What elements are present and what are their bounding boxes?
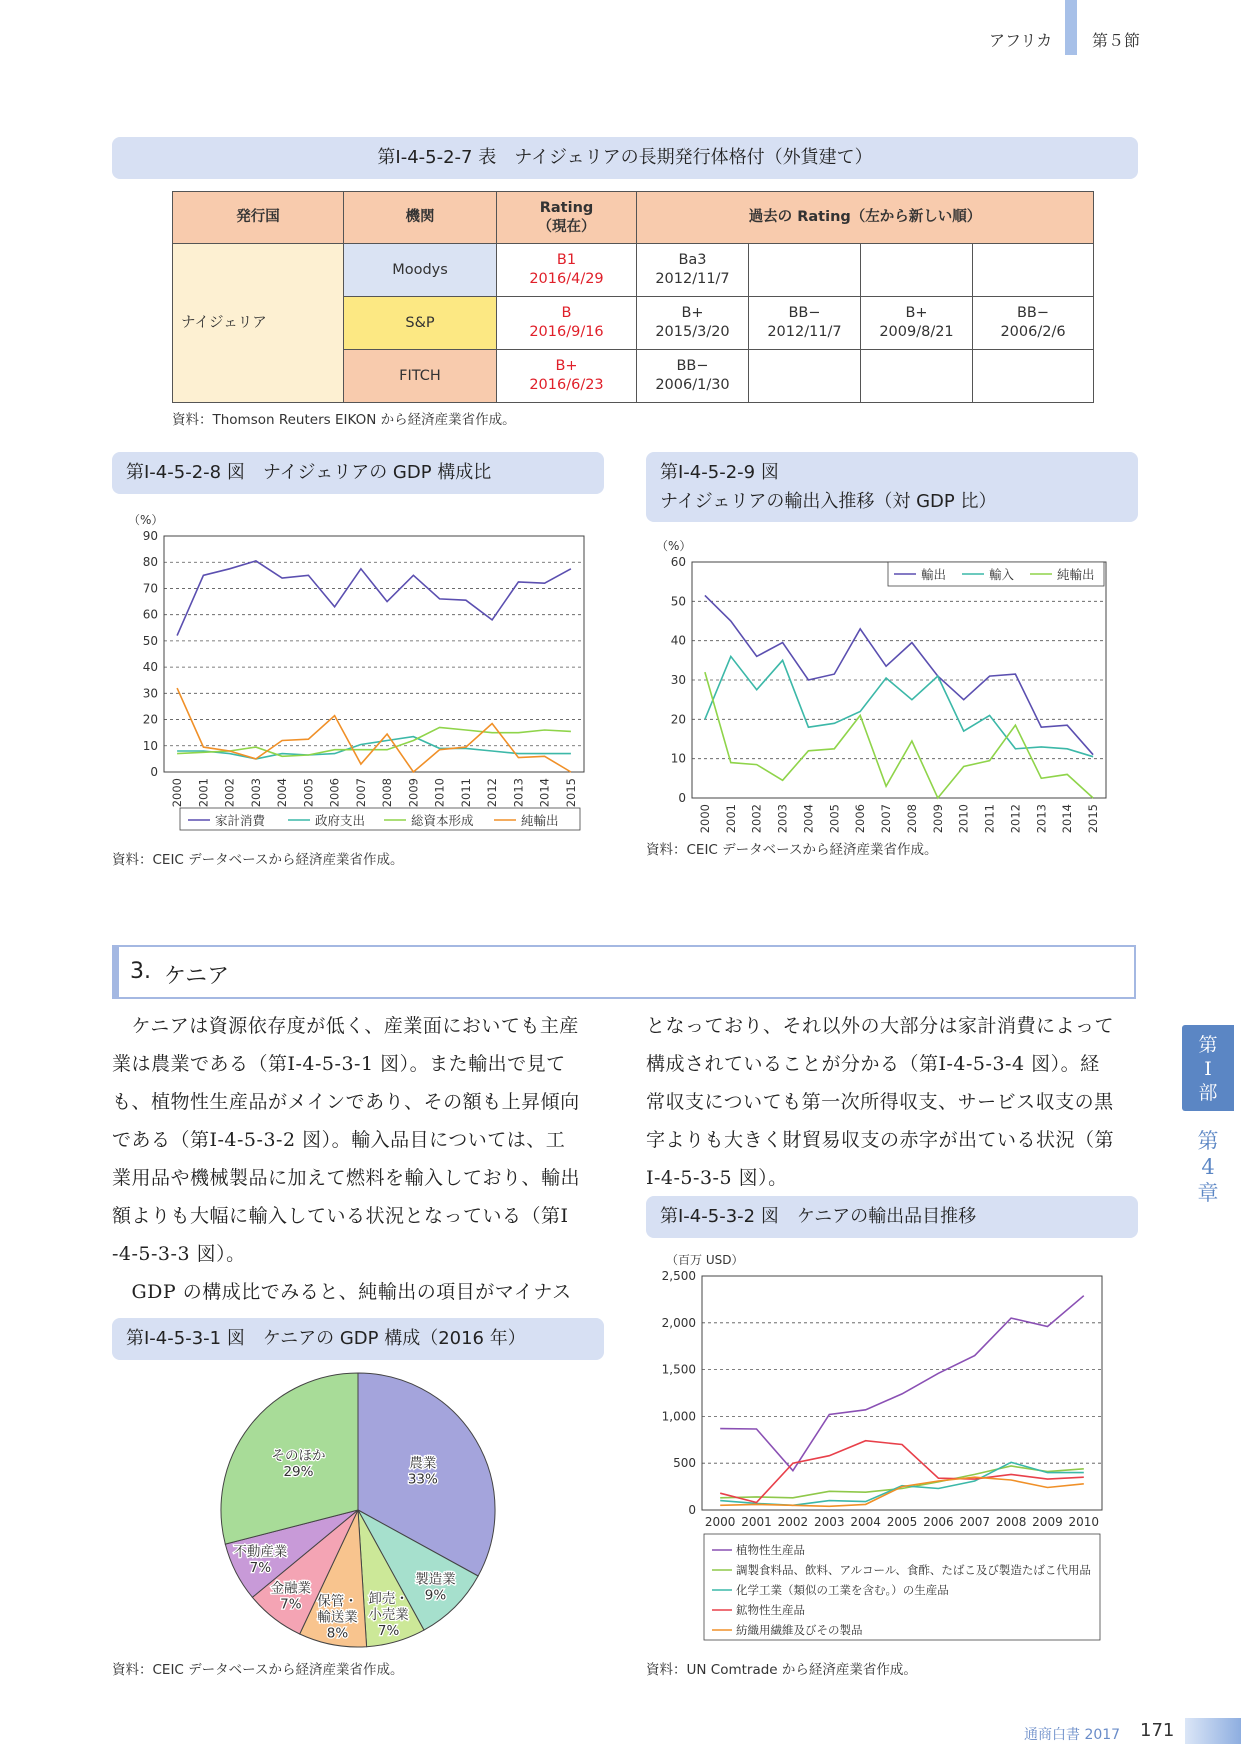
x-tick-label: 2009 xyxy=(1032,1515,1063,1529)
y-tick-label: 0 xyxy=(150,765,158,779)
x-tick-label: 2005 xyxy=(301,778,316,808)
x-tick-label: 2005 xyxy=(886,1515,918,1529)
x-tick-label: 2014 xyxy=(1060,804,1075,834)
fig9-caption-line1: 第Ⅰ-4-5-2-9 図 xyxy=(660,462,779,483)
y-tick-label: 10 xyxy=(670,751,686,766)
legend-label: 純輸出 xyxy=(521,813,559,828)
pie-label-line: 農業 xyxy=(409,1455,437,1472)
fig8-source: 資料：CEIC データベースから経済産業省作成。 xyxy=(112,852,404,868)
legend-label: 総資本形成 xyxy=(411,813,474,828)
past-rating-cell xyxy=(861,350,973,403)
y-tick-label: 2,500 xyxy=(661,1269,696,1283)
x-tick-label: 2008 xyxy=(904,804,919,834)
y-tick-label: 1,500 xyxy=(661,1362,696,1377)
y-tick-label: 80 xyxy=(142,555,158,570)
pie-label-line: 卸売・ xyxy=(368,1591,409,1608)
table-caption xyxy=(112,137,1138,179)
section-number: 3. xyxy=(130,959,151,984)
x-tick-label: 2011 xyxy=(982,804,997,834)
legend-label: 植物性生産品 xyxy=(736,1543,805,1557)
issuer-cell: ナイジェリア xyxy=(173,244,344,403)
chapter-tab-char: 章 xyxy=(1197,1181,1219,1205)
pie-label-line: 輸送業 xyxy=(317,1609,358,1626)
x-tick-label: 2008 xyxy=(380,778,395,808)
body-line: Ⅰ-4-5-3-5 図）。 xyxy=(646,1167,788,1189)
x-tick-label: 2001 xyxy=(741,1515,772,1529)
part-tab-char: Ⅰ xyxy=(1204,1058,1212,1080)
x-tick-label: 2010 xyxy=(432,778,447,808)
past-rating-cell xyxy=(973,244,1094,297)
y-tick-label: 50 xyxy=(142,633,158,648)
pie-label-line: 33% xyxy=(407,1471,438,1488)
footer-accent-bar xyxy=(1185,1718,1241,1744)
x-tick-label: 2014 xyxy=(537,778,552,808)
y-tick-label: 0 xyxy=(678,791,686,805)
agency-fitch: FITCH xyxy=(344,350,497,403)
x-tick-label: 2015 xyxy=(1086,804,1101,834)
legend-label: 家計消費 xyxy=(215,813,266,828)
footer-book: 通商白書 2017 xyxy=(1024,1727,1121,1743)
fig9-source: 資料：CEIC データベースから経済産業省作成。 xyxy=(646,842,938,858)
past-rating-cell xyxy=(749,297,861,350)
pie-label-line: 7% xyxy=(280,1596,302,1613)
past-rating-cell xyxy=(749,350,861,403)
fig9-chart xyxy=(646,528,1146,838)
past-rating-cell xyxy=(637,297,749,350)
rating-date: 2009/8/21 xyxy=(879,324,954,340)
y-axis-unit: （百万 USD） xyxy=(666,1253,744,1267)
body-line: 字よりも大きく財貿易収支の赤字が出ている状況（第 xyxy=(646,1129,1115,1151)
x-tick-label: 2001 xyxy=(723,804,738,834)
rating-date: 2012/11/7 xyxy=(655,271,730,287)
past-rating-cell xyxy=(973,350,1094,403)
fig9-caption-line2: ナイジェリアの輸出入推移（対 GDP 比） xyxy=(660,491,997,512)
y-tick-label: 50 xyxy=(670,594,686,609)
plot-frame xyxy=(164,536,584,772)
x-tick-label: 2009 xyxy=(406,778,421,808)
body-line: となっており、それ以外の大部分は家計消費によって xyxy=(646,1015,1115,1037)
series-line-0 xyxy=(705,595,1093,754)
body-line: 額よりも大幅に輸入している状況となっている（第Ⅰ xyxy=(112,1205,569,1227)
header-section: 第５節 xyxy=(1092,31,1141,50)
rating-value: BB− xyxy=(676,358,709,374)
fig31-caption xyxy=(112,1318,604,1360)
part-tab-char: 部 xyxy=(1198,1082,1218,1104)
y-tick-label: 40 xyxy=(670,633,686,648)
current-rating-moodys xyxy=(497,244,637,297)
rating-value: BB− xyxy=(1016,305,1050,321)
past-rating-cell xyxy=(861,297,973,350)
y-tick-label: 30 xyxy=(670,673,686,687)
th-issuer: 発行国 xyxy=(173,192,344,244)
x-tick-label: 2004 xyxy=(850,1515,881,1529)
x-tick-label: 2012 xyxy=(1008,804,1023,834)
fig32-source: 資料：UN Comtrade から経済産業省作成。 xyxy=(646,1662,917,1678)
rating-value: B+ xyxy=(555,358,578,374)
pie-label-line: 7% xyxy=(377,1623,400,1640)
th-rating-line1: Rating xyxy=(539,199,594,216)
x-tick-label: 2003 xyxy=(775,804,790,834)
fig8-caption xyxy=(112,452,604,494)
series-line-3 xyxy=(177,688,571,772)
pie-label xyxy=(408,1455,438,1488)
y-tick-label: 10 xyxy=(142,738,158,753)
chapter-tab[interactable] xyxy=(1182,1128,1234,1206)
rating-date: 2012/11/7 xyxy=(767,324,842,340)
x-tick-label: 2008 xyxy=(995,1515,1027,1529)
body-line: ケニアは資源依存度が低く、産業面においても主産 xyxy=(112,1015,579,1037)
fig32-caption-text: 第Ⅰ-4-5-3-2 図 ケニアの輸出品目推移 xyxy=(660,1206,977,1227)
agency-sp: S&P xyxy=(344,297,497,350)
header-accent-bar xyxy=(1065,0,1077,55)
body-line: 常収支についても第一次所得収支、サービス収支の黒 xyxy=(646,1091,1114,1113)
header-region: アフリカ xyxy=(989,31,1053,50)
pie-label-line: 保管・ xyxy=(317,1593,358,1610)
y-tick-label: 90 xyxy=(142,529,158,543)
fig32-caption xyxy=(646,1196,1138,1238)
body-line: 構成されていることが分かる（第Ⅰ-4-5-3-4 図）。経 xyxy=(646,1053,1100,1075)
x-tick-label: 2007 xyxy=(353,778,368,808)
th-agency: 機関 xyxy=(344,192,497,244)
y-tick-label: 20 xyxy=(670,712,686,727)
x-tick-label: 2010 xyxy=(1068,1515,1100,1529)
y-tick-label: 70 xyxy=(142,581,158,596)
x-tick-label: 2000 xyxy=(697,804,712,834)
part-tab-char: 第 xyxy=(1198,1034,1218,1056)
legend-label: 輸入 xyxy=(989,567,1015,582)
past-rating-cell xyxy=(749,244,861,297)
section-heading-accent xyxy=(114,947,119,997)
x-tick-label: 2000 xyxy=(170,778,185,808)
body-text-left xyxy=(112,1007,612,1311)
legend-label: 純輸出 xyxy=(1057,567,1095,582)
th-rating xyxy=(497,192,637,244)
y-tick-label: 20 xyxy=(142,712,158,727)
fig9-caption xyxy=(646,452,1138,522)
fig32-chart xyxy=(646,1246,1146,1654)
current-rating-sp xyxy=(497,297,637,350)
pie-label-line: 29% xyxy=(283,1463,314,1480)
y-tick-label: 40 xyxy=(142,660,158,675)
legend-label: 化学工業（類似の工業を含む。）の生産品 xyxy=(736,1583,949,1597)
rating-date: 2016/4/29 xyxy=(529,271,604,287)
chapter-tab-char: 4 xyxy=(1201,1155,1215,1179)
legend-label: 鉱物性生産品 xyxy=(736,1603,805,1617)
series-line-1 xyxy=(177,737,571,759)
body-line: である（第Ⅰ-4-5-3-2 図）。輸入品目については、工 xyxy=(112,1129,566,1151)
footer-page: 171 xyxy=(1140,1720,1175,1741)
x-tick-label: 2004 xyxy=(275,778,290,808)
y-tick-label: 60 xyxy=(670,555,686,569)
rating-value: B1 xyxy=(556,252,577,268)
legend-label: 政府支出 xyxy=(315,813,366,828)
x-tick-label: 2006 xyxy=(327,778,342,808)
x-tick-label: 2006 xyxy=(853,804,868,834)
pie-label-line: 9% xyxy=(424,1587,447,1604)
x-tick-label: 2004 xyxy=(801,804,816,834)
body-line: -4-5-3-3 図）。 xyxy=(112,1243,246,1265)
x-tick-label: 2010 xyxy=(956,804,971,834)
rating-date: 2016/9/16 xyxy=(529,324,604,340)
past-rating-cell xyxy=(637,244,749,297)
x-tick-label: 2003 xyxy=(248,778,263,808)
y-tick-label: 30 xyxy=(142,686,158,701)
pie-label-line: 小売業 xyxy=(368,1607,409,1624)
x-tick-label: 2013 xyxy=(511,778,526,808)
past-rating-cell xyxy=(637,350,749,403)
y-tick-label: 60 xyxy=(142,607,158,622)
body-line: GDP の構成比でみると、純輸出の項目がマイナス xyxy=(112,1281,572,1303)
pie-label-line: 8% xyxy=(326,1625,349,1642)
fig31-chart xyxy=(112,1365,612,1655)
body-text-right xyxy=(646,1007,1146,1197)
past-rating-cell xyxy=(973,297,1094,350)
rating-date: 2006/1/30 xyxy=(655,377,730,393)
x-tick-label: 2000 xyxy=(704,1515,736,1529)
pie-label-line: そのほか xyxy=(271,1447,326,1464)
rating-date: 2015/3/20 xyxy=(655,324,730,340)
y-tick-label: 500 xyxy=(673,1456,696,1471)
rating-value: B+ xyxy=(905,305,928,321)
x-tick-label: 2009 xyxy=(930,804,945,834)
fig8-caption-text: 第Ⅰ-4-5-2-8 図 ナイジェリアの GDP 構成比 xyxy=(126,462,492,483)
table-source: 資料：Thomson Reuters EIKON から経済産業省作成。 xyxy=(172,412,516,428)
body-line: も、植物性生産品がメインであり、その額も上昇傾向 xyxy=(112,1091,580,1113)
series-line-0 xyxy=(177,561,571,636)
part-tab[interactable] xyxy=(1182,1025,1234,1111)
series-line-4 xyxy=(720,1477,1084,1506)
th-past: 過去の Rating（左から新しい順） xyxy=(637,192,1094,244)
pie-label-line: 金融業 xyxy=(270,1580,312,1597)
x-tick-label: 2013 xyxy=(1034,804,1049,834)
x-tick-label: 2007 xyxy=(959,1515,991,1529)
y-tick-label: 1,000 xyxy=(661,1409,696,1424)
th-rating-line2: （現在） xyxy=(537,218,596,235)
series-line-2 xyxy=(705,672,1093,798)
pie-label-line: 製造業 xyxy=(415,1571,456,1588)
table-caption-text: 第Ⅰ-4-5-2-7 表 ナイジェリアの長期発行体格付（外貨建て） xyxy=(377,147,873,168)
x-tick-label: 2002 xyxy=(777,1515,809,1529)
pie-label-line: 不動産業 xyxy=(233,1543,288,1560)
rating-value: Ba3 xyxy=(678,252,707,268)
legend-label: 紡織用繊維及びその製品 xyxy=(736,1623,863,1637)
x-tick-label: 2002 xyxy=(222,778,237,808)
chapter-tab-char: 第 xyxy=(1197,1129,1219,1153)
x-tick-label: 2015 xyxy=(563,778,578,808)
legend-label: 調製食料品、飲料、アルコール、食酢、たばこ及び製造たばこ代用品 xyxy=(736,1563,1091,1577)
past-rating-cell xyxy=(861,244,973,297)
body-line: 業は農業である（第Ⅰ-4-5-3-1 図）。また輸出で見て xyxy=(112,1053,566,1075)
x-tick-label: 2003 xyxy=(813,1515,845,1529)
x-tick-label: 2002 xyxy=(749,804,764,834)
series-line-1 xyxy=(705,656,1093,756)
x-tick-label: 2011 xyxy=(458,778,473,808)
body-line: 業用品や機械製品に加えて燃料を輸入しており、輸出 xyxy=(112,1167,581,1189)
rating-date: 2006/2/6 xyxy=(1000,324,1066,340)
fig31-caption-text: 第Ⅰ-4-5-3-1 図 ケニアの GDP 構成（2016 年） xyxy=(126,1328,526,1349)
rating-value: B xyxy=(561,305,572,321)
rating-value: B+ xyxy=(681,305,704,321)
x-tick-label: 2012 xyxy=(485,778,500,808)
pie-label-line: 7% xyxy=(249,1559,272,1576)
agency-moodys: Moodys xyxy=(344,244,497,297)
y-tick-label: 2,000 xyxy=(661,1315,696,1330)
y-tick-label: 0 xyxy=(688,1503,696,1517)
legend-label: 輸出 xyxy=(921,567,947,582)
current-rating-fitch xyxy=(497,350,637,403)
section-heading xyxy=(112,945,1136,999)
rating-table xyxy=(172,191,1094,403)
rating-date: 2016/6/23 xyxy=(529,377,604,393)
y-axis-unit: （%） xyxy=(128,513,164,527)
rating-value: BB− xyxy=(788,305,821,321)
x-tick-label: 2007 xyxy=(879,804,894,834)
y-axis-unit: （%） xyxy=(656,539,692,553)
section-title: ケニア xyxy=(164,964,230,989)
fig31-source: 資料：CEIC データベースから経済産業省作成。 xyxy=(112,1662,404,1678)
fig8-chart xyxy=(112,500,612,845)
x-tick-label: 2006 xyxy=(923,1515,954,1529)
x-tick-label: 2001 xyxy=(196,778,211,808)
x-tick-label: 2005 xyxy=(827,804,842,834)
